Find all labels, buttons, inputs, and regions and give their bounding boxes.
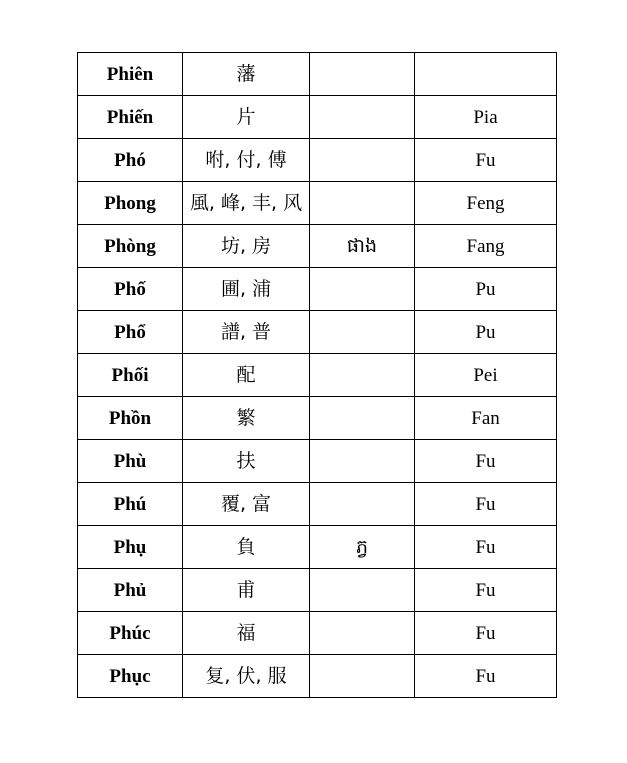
khmer-word-cell <box>310 53 415 96</box>
pinyin-cell <box>415 53 557 96</box>
vietnamese-word-cell: Phụ <box>78 526 183 569</box>
pinyin-cell: Fu <box>415 139 557 182</box>
table-row <box>78 612 557 655</box>
khmer-word-cell <box>310 311 415 354</box>
table-row <box>78 311 557 354</box>
vietnamese-word-cell: Phiên <box>78 53 183 96</box>
khmer-word-cell <box>310 655 415 698</box>
vietnamese-word-cell: Phó <box>78 139 183 182</box>
han-character-cell: 負 <box>183 526 310 569</box>
vietnamese-word-cell: Phong <box>78 182 183 225</box>
han-character-cell: 福 <box>183 612 310 655</box>
pinyin-cell: Fu <box>415 440 557 483</box>
vietnamese-word-cell: Phố <box>78 268 183 311</box>
vietnamese-word-cell: Phối <box>78 354 183 397</box>
pinyin-cell: Pei <box>415 354 557 397</box>
vietnamese-word-cell: Phiến <box>78 96 183 139</box>
table-row <box>78 53 557 96</box>
vietnamese-word-cell: Phủ <box>78 569 183 612</box>
vietnamese-word-cell: Phòng <box>78 225 183 268</box>
han-character-cell: 配 <box>183 354 310 397</box>
han-character-cell: 甫 <box>183 569 310 612</box>
pinyin-cell: Fu <box>415 612 557 655</box>
table-row <box>78 440 557 483</box>
table-row <box>78 354 557 397</box>
pinyin-cell: Feng <box>415 182 557 225</box>
vocabulary-table-body <box>78 53 557 698</box>
table-row <box>78 655 557 698</box>
khmer-word-cell <box>310 569 415 612</box>
vietnamese-word-cell: Phù <box>78 440 183 483</box>
table-row <box>78 483 557 526</box>
pinyin-cell: Fan <box>415 397 557 440</box>
vietnamese-word-cell: Phúc <box>78 612 183 655</box>
vietnamese-word-cell: Phổ <box>78 311 183 354</box>
han-character-cell: 坊, 房 <box>183 225 310 268</box>
table-row <box>78 268 557 311</box>
table-row <box>78 397 557 440</box>
table-row <box>78 139 557 182</box>
vietnamese-word-cell: Phục <box>78 655 183 698</box>
han-character-cell: 咐, 付, 傅 <box>183 139 310 182</box>
vocabulary-table <box>77 52 557 698</box>
khmer-word-cell <box>310 397 415 440</box>
han-character-cell: 圃, 浦 <box>183 268 310 311</box>
khmer-word-cell <box>310 182 415 225</box>
table-row <box>78 569 557 612</box>
pinyin-cell: Fu <box>415 569 557 612</box>
khmer-word-cell <box>310 483 415 526</box>
han-character-cell: 片 <box>183 96 310 139</box>
table-row <box>78 96 557 139</box>
khmer-word-cell: ផាង <box>310 225 415 268</box>
han-character-cell: 覆, 富 <box>183 483 310 526</box>
vietnamese-word-cell: Phồn <box>78 397 183 440</box>
khmer-word-cell <box>310 612 415 655</box>
table-row <box>78 225 557 268</box>
vietnamese-word-cell: Phú <box>78 483 183 526</box>
table-row <box>78 182 557 225</box>
khmer-word-cell <box>310 354 415 397</box>
pinyin-cell: Fu <box>415 655 557 698</box>
khmer-word-cell <box>310 139 415 182</box>
han-character-cell: 譜, 普 <box>183 311 310 354</box>
han-character-cell: 藩 <box>183 53 310 96</box>
pinyin-cell: Pu <box>415 311 557 354</box>
pinyin-cell: Fang <box>415 225 557 268</box>
han-character-cell: 扶 <box>183 440 310 483</box>
khmer-word-cell <box>310 96 415 139</box>
khmer-word-cell <box>310 268 415 311</box>
pinyin-cell: Fu <box>415 526 557 569</box>
han-character-cell: 繁 <box>183 397 310 440</box>
khmer-word-cell: ភ្វ <box>310 526 415 569</box>
pinyin-cell: Fu <box>415 483 557 526</box>
pinyin-cell: Pu <box>415 268 557 311</box>
han-character-cell: 風, 峰, 丰, 风 <box>183 182 310 225</box>
table-row <box>78 526 557 569</box>
pinyin-cell: Pia <box>415 96 557 139</box>
han-character-cell: 复, 伏, 服 <box>183 655 310 698</box>
khmer-word-cell <box>310 440 415 483</box>
